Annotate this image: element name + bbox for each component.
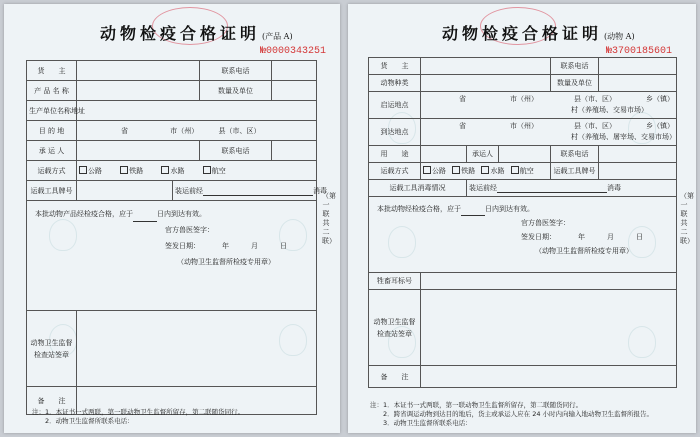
- label-vehicle: 运载工具牌号: [27, 181, 77, 201]
- field-purpose[interactable]: [421, 146, 467, 163]
- certificate-title: 动物检疫合格证明 (产品 A): [100, 24, 293, 43]
- field-producer[interactable]: [77, 101, 317, 121]
- field-vehicle[interactable]: [599, 163, 677, 180]
- field-phone[interactable]: [272, 61, 317, 81]
- field-carrier-phone[interactable]: [599, 146, 677, 163]
- field-disinfection[interactable]: 装运前经 消毒: [173, 181, 317, 201]
- issue-date[interactable]: 签发日期： 年 月 日: [521, 233, 643, 241]
- checkbox-air[interactable]: 航空: [203, 167, 226, 175]
- field-species[interactable]: [421, 75, 551, 92]
- field-origin[interactable]: 省 市（州） 县（市、区） 乡（镇） 村（养殖场、交易市场）: [421, 92, 677, 119]
- animal-form-table: [368, 57, 677, 388]
- serial-number: №3700185601: [606, 46, 673, 57]
- certificate-animal-a: [348, 4, 696, 433]
- checkbox-water[interactable]: 水路: [481, 167, 504, 175]
- field-arrival[interactable]: 省 市（州） 县（市、区） 乡（镇） 村（养殖场、屠宰场、交易市场）: [421, 119, 677, 146]
- field-ear-tag[interactable]: [421, 273, 677, 290]
- label-shipper: 货 主: [27, 61, 77, 81]
- checkbox-water[interactable]: 水路: [161, 167, 184, 175]
- field-product-name[interactable]: [77, 81, 200, 101]
- label-inspection-station: 动物卫生监督检查站签章: [369, 290, 421, 366]
- label-origin: 启运地点: [369, 92, 421, 119]
- certificate-product-a: [4, 4, 340, 433]
- label-carrier: 承 运 人: [27, 141, 77, 161]
- label-quantity-unit: 数量及单位: [200, 81, 272, 101]
- label-inspection-station: 动物卫生监督检查站签章: [27, 311, 77, 387]
- label-species: 动物种类: [369, 75, 421, 92]
- footnotes: 注：1．本证书一式两联，第一联动物卫生监督所留存，第二联随货同行。 2．跨省调运动物到达目的地后，货主或承运人应在 24 小时内向输入地动物卫生监督所报告。 3．动物卫生监督所联系电话：: [370, 401, 654, 427]
- label-ear-tag: 牲畜耳标号: [369, 273, 421, 290]
- label-carrier: 承运人: [467, 146, 499, 163]
- certificate-title: 动物检疫合格证明 (动物 A): [442, 24, 635, 43]
- field-remarks[interactable]: [421, 366, 677, 388]
- label-phone: 联系电话: [551, 58, 599, 75]
- vet-signature[interactable]: 官方兽医签字：: [165, 226, 214, 234]
- official-stamp-note: （动物卫生监督所检疫专用章）: [535, 247, 633, 255]
- field-disinfection[interactable]: 装运前经 消毒: [467, 180, 677, 197]
- label-purpose: 用 途: [369, 146, 421, 163]
- inspection-statement: 本批动物经检疫合格，应于 日内到达有效。 官方兽医签字： 签发日期： 年 月 日 （动物卫生监督所检疫专用章）: [369, 197, 677, 273]
- label-quantity-unit: 数量及单位: [551, 75, 599, 92]
- transport-options: [77, 161, 317, 181]
- transport-options: [421, 163, 551, 180]
- checkbox-rail[interactable]: 铁路: [120, 167, 143, 175]
- label-product-name: 产 品 名 称: [27, 81, 77, 101]
- field-shipper[interactable]: [421, 58, 551, 75]
- official-stamp-note: （动物卫生监督所检疫专用章）: [177, 258, 275, 266]
- product-form-table: [26, 60, 327, 415]
- label-phone: 联系电话: [200, 61, 272, 81]
- field-phone[interactable]: [599, 58, 677, 75]
- label-transport: 运载方式: [27, 161, 77, 181]
- copy-indicator: （第一联 共二联）: [680, 192, 695, 245]
- field-quantity-unit[interactable]: [599, 75, 677, 92]
- label-destination: 目 的 地: [27, 121, 77, 141]
- unit-city: 市（州）: [170, 126, 199, 135]
- unit-county: 县（市、区）: [218, 126, 261, 135]
- field-carrier-phone[interactable]: [272, 141, 317, 161]
- label-disinfection: 运载工具消毒情况: [369, 180, 467, 197]
- checkbox-road[interactable]: 公路: [423, 167, 446, 175]
- field-carrier[interactable]: [77, 141, 200, 161]
- checkbox-rail[interactable]: 铁路: [452, 167, 475, 175]
- label-shipper: 货 主: [369, 58, 421, 75]
- unit-province: 省: [121, 126, 128, 135]
- inspection-statement: 本批动物产品经检疫合格，应于 日内到达有效。 官方兽医签字： 签发日期： 年 月 日 （动物卫生监督所检疫专用章）: [27, 201, 317, 311]
- field-inspection-station[interactable]: [77, 311, 317, 387]
- checkbox-air[interactable]: 航空: [511, 167, 534, 175]
- field-vehicle[interactable]: [77, 181, 173, 201]
- label-remarks: 备 注: [369, 366, 421, 388]
- label-carrier-phone: 联系电话: [551, 146, 599, 163]
- label-vehicle: 运载工具牌号: [551, 163, 599, 180]
- field-inspection-station[interactable]: [421, 290, 677, 366]
- label-transport: 运载方式: [369, 163, 421, 180]
- serial-number: №0000343251: [260, 46, 327, 57]
- label-arrival: 到达地点: [369, 119, 421, 146]
- label-remarks: 备 注: [27, 387, 77, 415]
- issue-date[interactable]: 签发日期： 年 月 日: [165, 242, 287, 250]
- vet-signature[interactable]: 官方兽医签字：: [521, 219, 570, 227]
- checkbox-road[interactable]: 公路: [79, 167, 102, 175]
- field-carrier[interactable]: [499, 146, 551, 163]
- footnotes: 注：1．本证书一式两联，第一联动物卫生监督所留存，第二联随货同行。 2．动物卫生监督所联系电话：: [32, 408, 245, 425]
- label-carrier-phone: 联系电话: [200, 141, 272, 161]
- field-destination[interactable]: [77, 121, 317, 141]
- field-quantity-unit[interactable]: [272, 81, 317, 101]
- field-shipper[interactable]: [77, 61, 200, 81]
- label-producer: 生产单位名称地址: [27, 101, 77, 121]
- copy-indicator: （第一联 共二联）: [322, 192, 337, 245]
